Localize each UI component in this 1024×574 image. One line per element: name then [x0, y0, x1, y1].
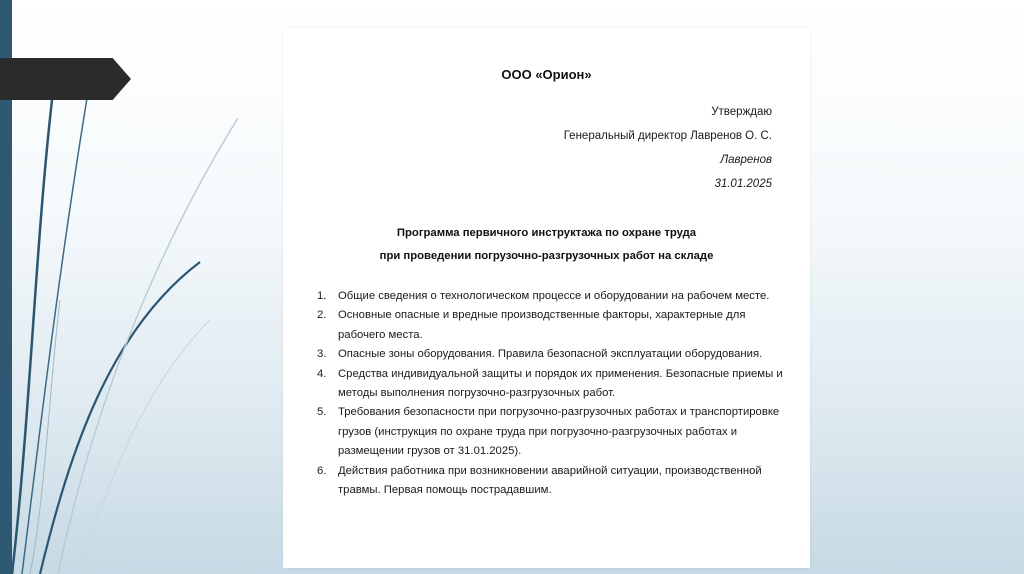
section-arrow-tab [0, 58, 131, 100]
list-item-text: Требования безопасности при погрузочно-разгрузочных работах и транспортировке грузов (инструкция по охране труда при погрузочно-разгрузочных работах и размещении грузов от 31.01.2025). [338, 406, 780, 458]
approval-position: Генеральный директор Лавренов О. С. [563, 130, 772, 142]
list-item-number: 4. [317, 367, 327, 380]
list-item-text: Средства индивидуальной защиты и порядок их применения. Безопасные приемы и методы выполнения погрузочно-разгрузочных работ. [338, 367, 783, 400]
list-item [317, 287, 787, 306]
list-item-number: 5. [317, 406, 327, 419]
list-item-number: 1. [317, 290, 327, 302]
organization-name: ООО «Орион» [501, 67, 592, 82]
approval-date: 31.01.2025 [714, 178, 772, 190]
list-item-text: Общие сведения о технологическом процессе и оборудовании на рабочем месте. [338, 290, 770, 302]
document-page [283, 28, 810, 568]
list-item-number: 2. [317, 309, 327, 322]
program-items-list [317, 287, 787, 500]
list-item-text: Основные опасные и вредные производственные факторы, характерные для рабочего места. [338, 309, 746, 341]
list-item [317, 365, 787, 404]
approval-label: Утверждаю [711, 106, 772, 118]
document-title-line1: Программа первичного инструктажа по охране труда [396, 227, 697, 239]
list-item-number: 3. [317, 348, 327, 361]
list-item [317, 462, 787, 501]
list-item [317, 403, 787, 461]
list-item-text: Действия работника при возникновении аварийной ситуации, производственной травмы. Первая помощь пострадавшим. [338, 464, 762, 497]
approval-signature: Лавренов [720, 154, 772, 166]
list-item-text: Опасные зоны оборудования. Правила безопасной эксплуатации оборудования. [338, 348, 763, 361]
list-item [317, 306, 787, 345]
list-item-number: 6. [317, 464, 327, 477]
list-item [317, 345, 787, 364]
document-title-line2: при проведении погрузочно-разгрузочных работ на складе [379, 250, 714, 262]
